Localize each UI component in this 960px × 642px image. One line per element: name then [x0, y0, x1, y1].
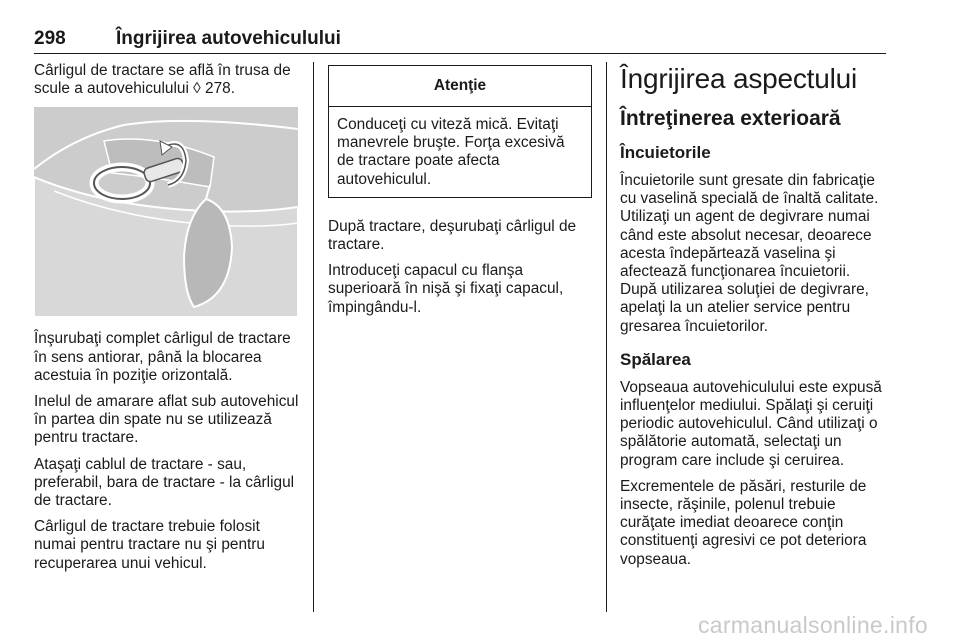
paragraph: Înşurubaţi complet cârligul de tractare în sens antiorar, până la blocarea acestuia în poziţie orizontală. — [34, 330, 291, 384]
subsection-heading: Întreţinerea exterioară — [620, 107, 841, 130]
paragraph: Vopseaua autovehiculului este expusă influenţelor mediului. Spălaţi şi ceruiţi periodic autovehiculul. Când utilizaţi o spălătorie automată, selectaţi un program care include şi ceruirea. — [620, 378, 882, 469]
column-divider — [606, 62, 607, 612]
column-left — [34, 62, 300, 581]
topic-heading-washing: Spălarea — [620, 349, 691, 369]
paragraph: Cârligul de tractare se află în trusa de scule a autovehiculului ◊ 278. — [34, 62, 291, 98]
paragraph: Încuietorile sunt gresate din fabricaţie cu vaselină specială de înaltă calitate. Utilizaţi un agent de degivrare numai când este absolut necesar, deoarece acesta îndepărtează vaselina şi afectează funcţionarea încuietorii. După utilizarea soluţiei de degivrare, apelaţi la un atelier service pentru gresarea încuietorilor. — [620, 172, 879, 335]
towing-eye-illustration — [34, 107, 298, 317]
column-right — [620, 62, 888, 577]
paragraph: Cârligul de tractare trebuie folosit numai pentru tractare nu şi pentru recuperarea unui vehicul. — [34, 518, 265, 572]
page-header — [34, 27, 886, 54]
paragraph: După tractare, deşurubaţi cârligul de tractare. — [328, 217, 577, 254]
warning-box — [328, 65, 592, 198]
warning-title: Atenţie — [329, 66, 591, 107]
watermark: carmanualsonline.info — [697, 612, 928, 638]
chapter-title: Îngrijirea autovehiculului — [116, 28, 341, 49]
paragraph: Introduceţi capacul cu flanşa superioară în nişă şi fixaţi capacul, împingându-l. — [328, 262, 564, 316]
page-number: 298 — [34, 28, 66, 49]
towing-eye-drawing — [34, 107, 298, 317]
paragraph: Inelul de amarare aflat sub autovehicul în partea din spate nu se utilizează pentru tractare. — [34, 393, 299, 447]
paragraph: Ataşaţi cablul de tractare - sau, preferabil, bara de tractare - la cârligul de tractare. — [34, 455, 295, 510]
column-middle — [328, 62, 592, 325]
column-divider — [313, 62, 314, 612]
section-heading: Îngrijirea aspectului — [620, 63, 858, 94]
warning-text: Conduceţi cu viteză mică. Evitaţi manevrele bruşte. Forţa excesivă de tractare poate afecta autovehiculul. — [337, 116, 565, 188]
topic-heading-locks: Încuietorile — [620, 143, 711, 162]
paragraph: Excrementele de păsări, resturile de insecte, răşinile, polenul trebuie curăţate imediat deoarece conţin constituenţi agresivi ce pot deteriora vopseaua. — [620, 477, 867, 568]
